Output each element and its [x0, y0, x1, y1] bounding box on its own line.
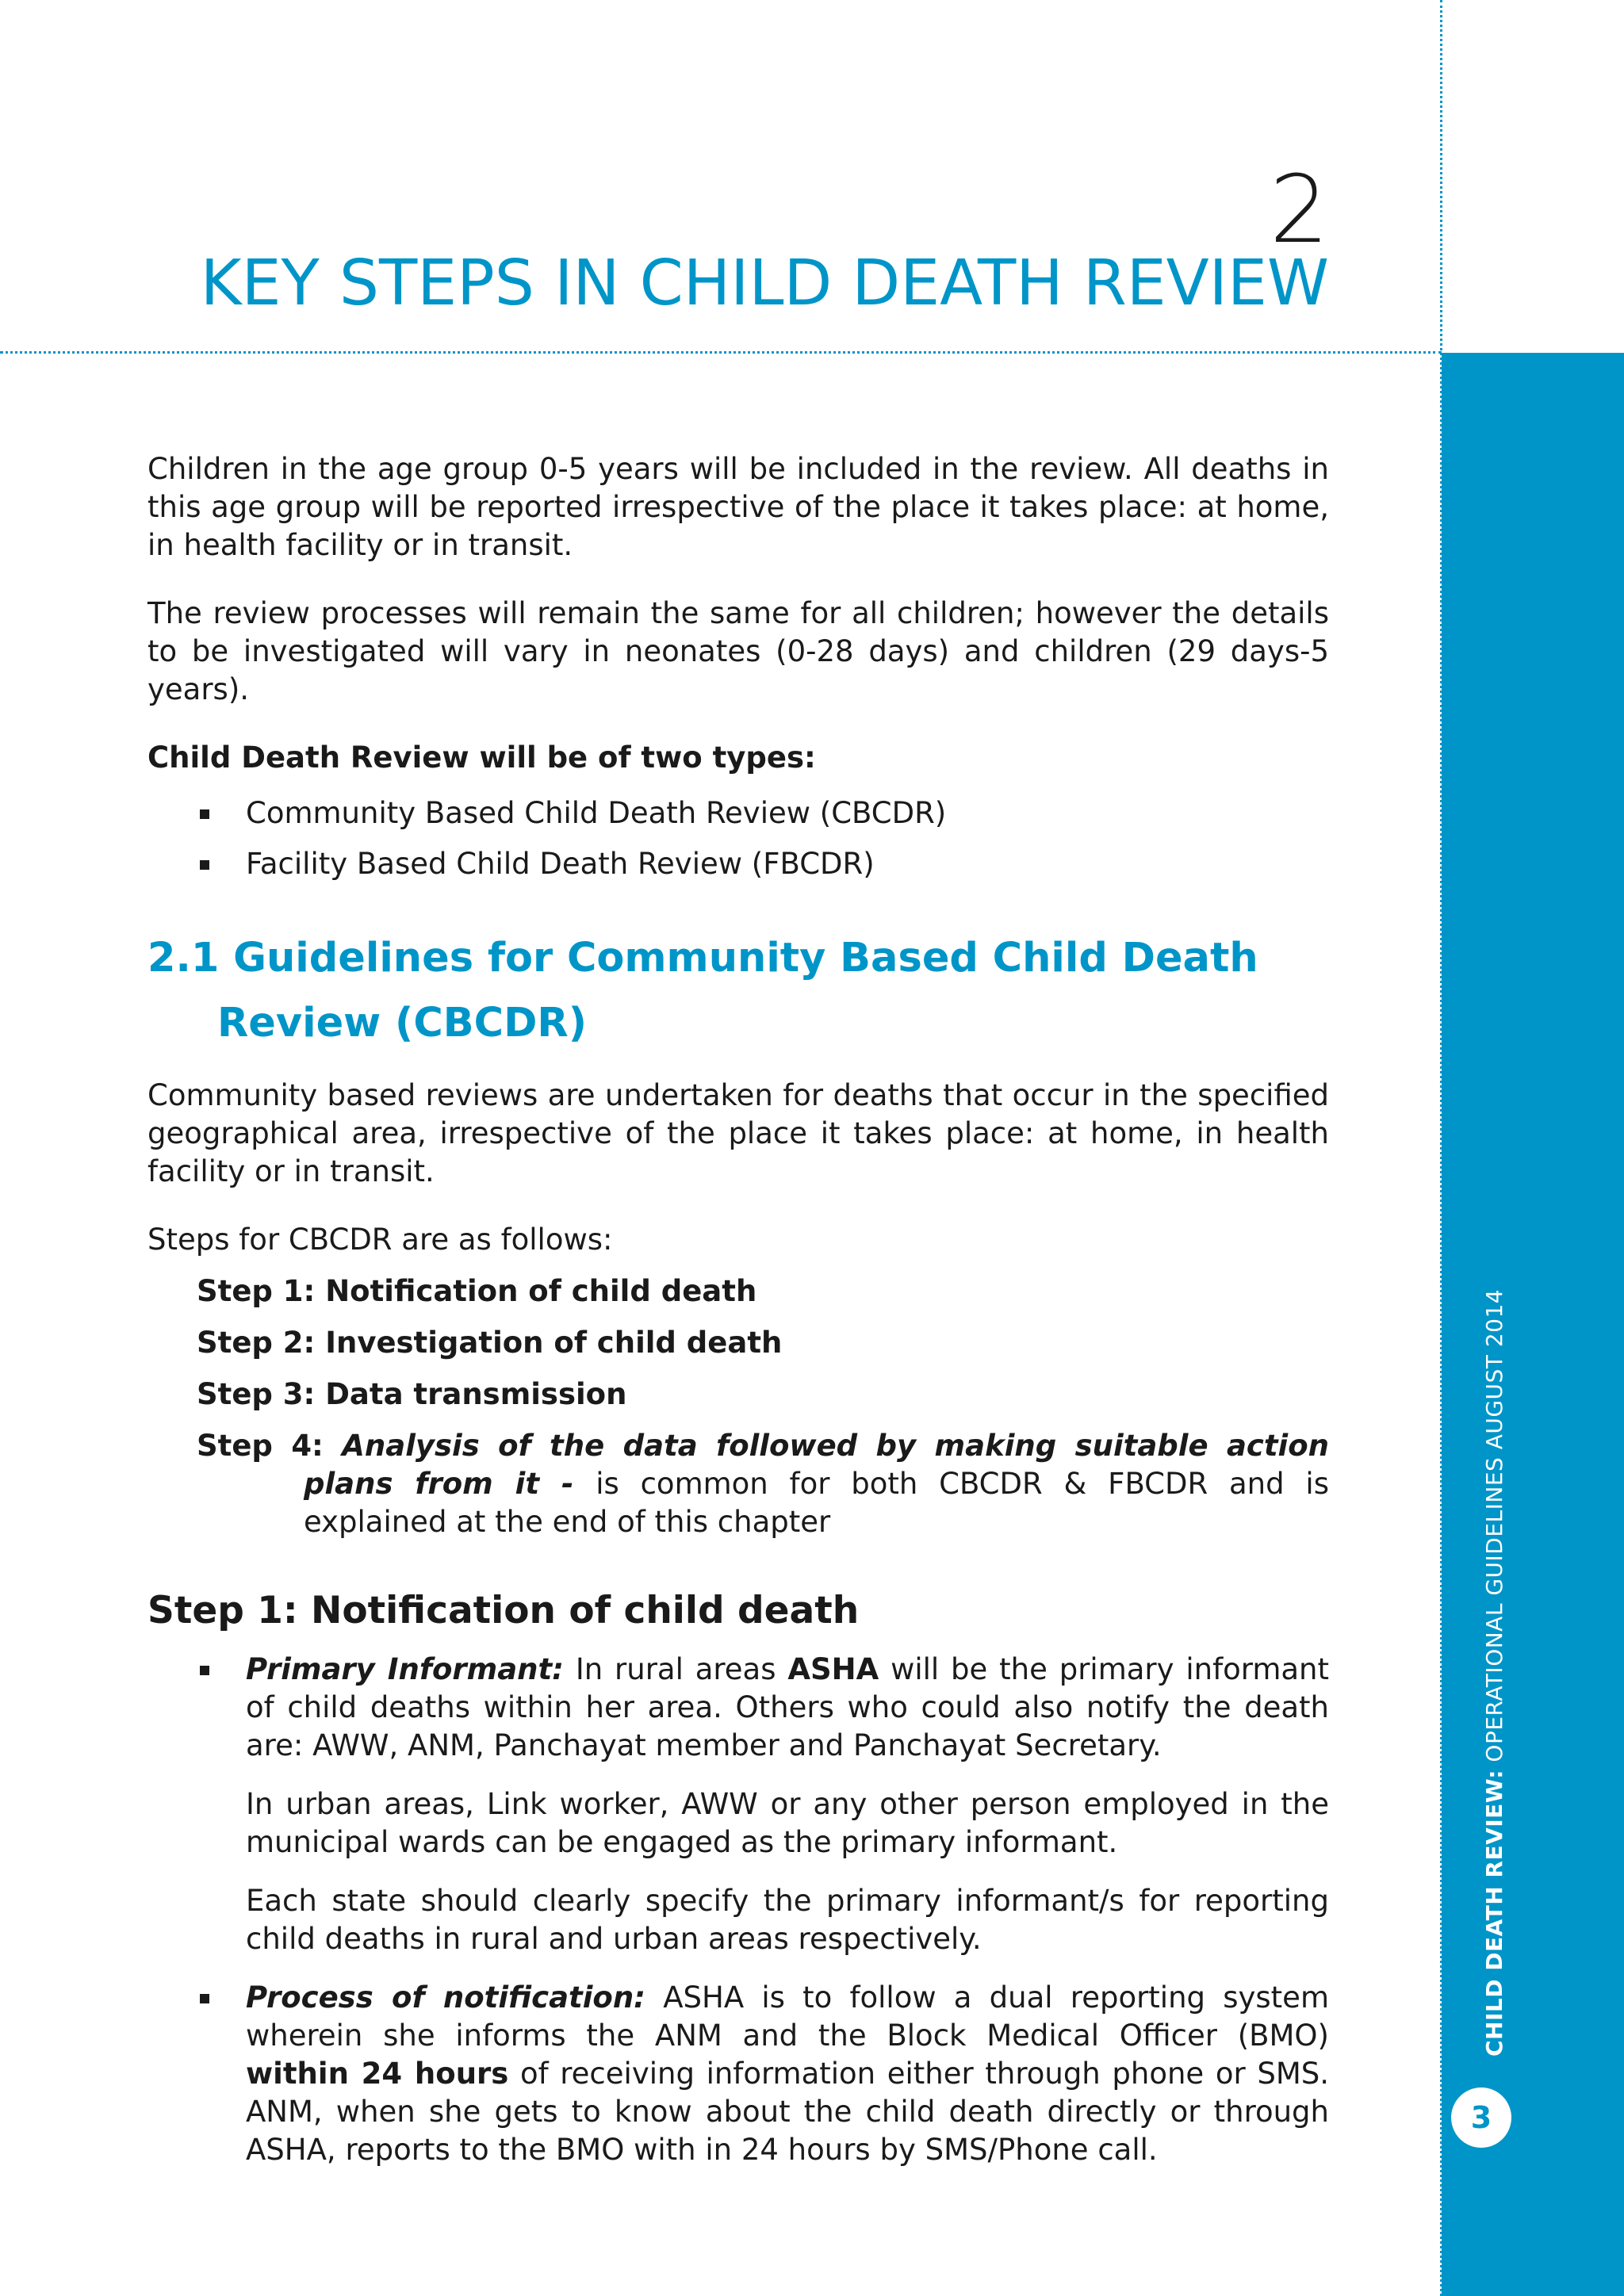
- list-item: [147, 1979, 1329, 2169]
- page-number: 3: [1451, 2087, 1511, 2148]
- running-footer: [1481, 1289, 1507, 2057]
- step-item: Step 2: Investigation of child death: [197, 1326, 783, 1360]
- horizontal-dotted-rule: [0, 351, 1442, 354]
- urban-paragraph: In urban areas, Link worker, AWW or any other person employed in the municipal wards can be engaged as the primary informant.: [246, 1787, 1329, 1859]
- asha-emphasis: ASHA: [787, 1652, 879, 1686]
- steps-intro: Steps for CBCDR are as follows:: [147, 1223, 613, 1257]
- step-item: Step 3: Data transmission: [197, 1377, 627, 1411]
- bullet-text: ASHA is to follow a dual reporting system wherein she informs the ANM and the Block Medical Officer (BMO): [246, 1980, 1329, 2053]
- within-24-hours-emphasis: within 24 hours: [246, 2057, 509, 2091]
- intro-paragraph-2: The review processes will remain the same for all children; however the details to be investigated will vary in neonates (0-28 days) and children (29 days-5 years).: [147, 596, 1329, 706]
- list-item: [147, 1651, 1329, 1765]
- step-4-label: Step 4:: [197, 1429, 343, 1463]
- bullet-text: In rural areas: [563, 1652, 788, 1686]
- types-list: [147, 794, 1329, 883]
- process-notification-label: Process of notification:: [246, 1980, 645, 2015]
- list-item: Facility Based Child Death Review (FBCDR): [147, 845, 1329, 883]
- chapter-title: KEY STEPS IN CHILD DEATH REVIEW: [200, 247, 1329, 320]
- list-item: Community Based Child Death Review (CBCDR): [147, 794, 1329, 832]
- state-paragraph: Each state should clearly specify the primary informant/s for reporting child deaths in rural and urban areas respectively.: [246, 1884, 1329, 1956]
- step-item: Step 1: Notification of child death: [197, 1274, 757, 1308]
- primary-informant-label: Primary Informant:: [246, 1652, 564, 1686]
- step-1-heading: Step 1: Notification of child death: [147, 1589, 860, 1632]
- vertical-dotted-rule: [1440, 0, 1442, 2296]
- intro-paragraph-1: Children in the age group 0-5 years will be included in the review. All deaths in this age group will be reported irrespective of the place it takes place: at home, in health facility or in transit.: [147, 452, 1329, 562]
- section-paragraph: Community based reviews are undertaken for deaths that occur in the specified geographical area, irrespective of the place it takes place: at home, in health facility or in transit.: [147, 1078, 1329, 1188]
- running-footer-rest: OPERATIONAL GUIDELINES AUGUST 2014: [1481, 1288, 1507, 1770]
- step-4-emphasis: Analysis of the data followed by making suitable action plans from it -: [304, 1429, 1329, 1501]
- bullet-text: of receiving information either through phone or SMS. ANM, when she gets to know about the child death directly or through ASHA, reports to the BMO with in 24 hours by SMS/Phone call.: [246, 2057, 1329, 2167]
- step-4-item: [147, 1427, 1329, 1541]
- page-body: [147, 450, 1329, 2169]
- running-footer-bold: CHILD DEATH REVIEW:: [1481, 1769, 1507, 2057]
- step-4-text: is common for both CBCDR & FBCDR and is explained at the end of this chapter: [304, 1467, 1329, 1539]
- sidebar-band: [1442, 353, 1624, 2296]
- chapter-number: 2: [1269, 155, 1329, 264]
- bullet-text: will be the primary informant of child deaths within her area. Others who could also notify the death are: AWW, ANM, Panchayat member and Panchayat Secretary.: [246, 1652, 1329, 1762]
- section-heading: 2.1 Guidelines for Community Based Child Death Review (CBCDR): [147, 935, 1258, 1047]
- types-heading: Child Death Review will be of two types:: [147, 740, 816, 775]
- notification-list: [147, 1651, 1329, 1765]
- process-list: [147, 1979, 1329, 2169]
